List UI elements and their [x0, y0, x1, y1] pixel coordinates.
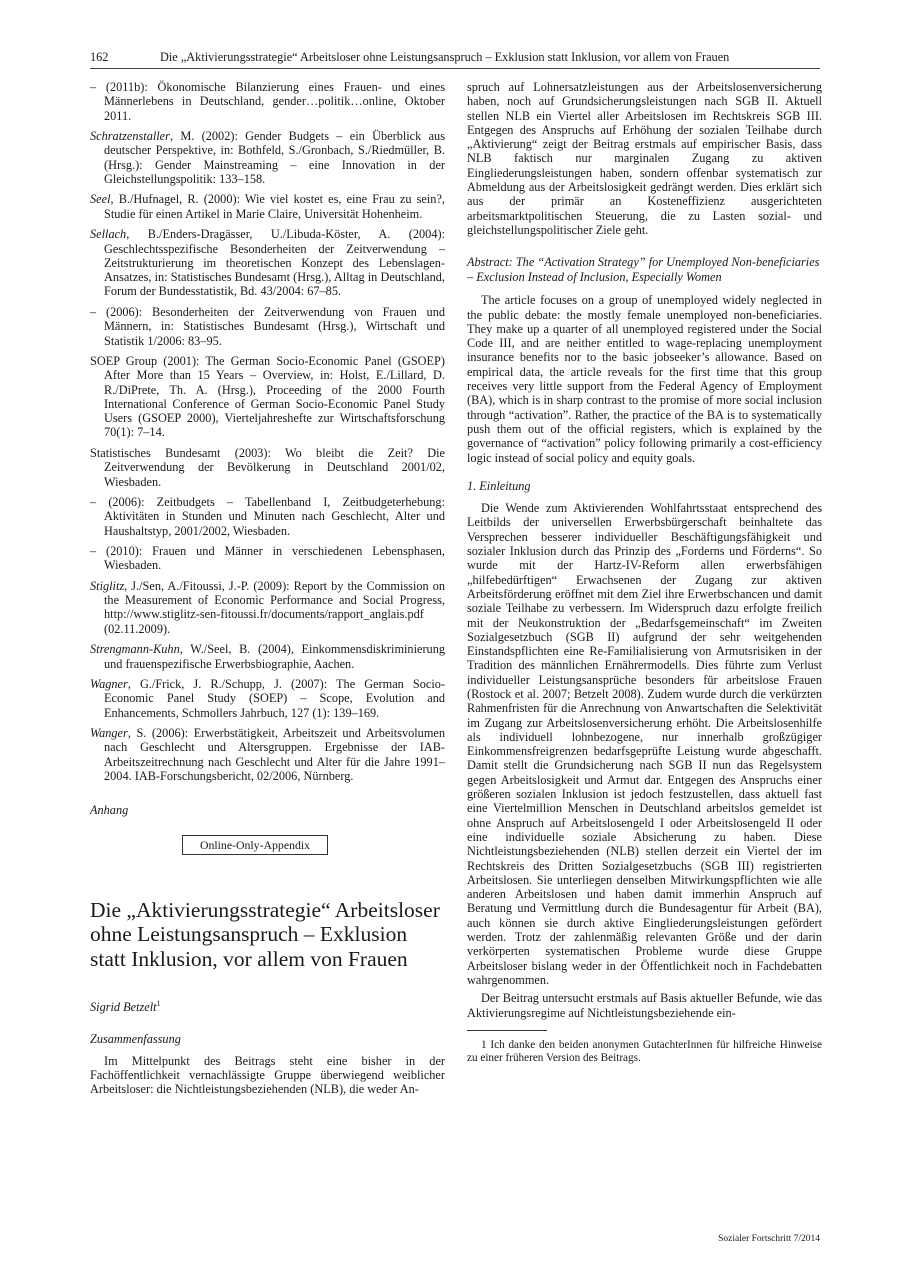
reference-author: Wanger: [90, 726, 128, 741]
left-column: [90, 80, 445, 1101]
appendix-label: Anhang: [90, 803, 129, 818]
reference-author: Seel: [90, 192, 111, 207]
reference-entry: [90, 544, 445, 573]
reference-entry: [90, 227, 445, 298]
introduction-paragraph-1: Die Wende zum Aktivierenden Wohlfahrtsstaat entsprechend des Leitbilds der universellen Erwerbsbürgerschaft beinhaltete das Versprechen besserer individueller Beschäftigungsfähigkeit und sozialer Inklusion durch das Prinzip des „Forderns und Förderns“. So wurde mit der Hartz-IV-Reform allen erwerbsfähigen „hilfebedürftigen“ Erwachsenen der Zugang zur aktiven Arbeitsförderung eröffnet mit dem Ziel ihre Erwerbschancen und damit soziale Teilhabe zu verbessern. Im Widerspruch dazu erfolgte freilich mit der Neukonstruktion der „Bedarfsgemeinschaft“ im Zweiten Sozialgesetzbuch (SGB II) aufgrund der sehr weitgehenden Einstandspflichten eine Re-Familialisierung von Armutsrisiken in der Tradition des männlichen Ernährermodells. Dies führte zum Verlust individueller Leistungsansprüche besonders für arbeitslose Frauen (Rostock et al. 2007; Betzelt 2008). Zudem wurde durch die verkürzten Rahmenfristen für die Anrechnung von Anwartschaften die Selektivität im Zugang zur Arbeitslosenversicherung erhöht. Die Arbeitslosenhilfe als individuell lohnbezogene, nur innerhalb großzügiger Einkommensfreigrenzen bedarfsgeprüfte Leistung wurde abgeschafft. Damit stellt die Grundsicherung nach SGB II nun das Regelsystem gegen Arbeitslosigkeit und Armut dar. Entgegen des Anspruchs einer größeren sozialen Inklusion ist jedoch festzustellen, dass aktuell fast eine Viertelmillion Menschen in Deutschland arbeitslos gemeldet ist ohne Anspruch auf Arbeitslosengeld I oder Arbeitslosengeld II oder eine individuelle soziale Absicherung zu haben. Diese Nichtleistungsbeziehenden (NLB) stellen derzeit ein Viertel der im Rechtskreis des Dritten Sozialgesetzbuchs (SGB III) registrierten Arbeitslosen. Sie unterliegen denselben Mitwirkungspflichten wie alle anderen Arbeitslosen und haben damit immerhin Anspruch auf Beratung und Vermittlung durch die Bundesagentur für Arbeit (BA), auch können sie durch aktive Eingliederungsleistungen gefördert werden. Trotz der zahlenmäßig relevanten Größe und der darin verkörperten systematischen Probleme wurde diese Gruppe Arbeitsloser bislang weder in der Öffentlichkeit noch in Fachdebatten wahrgenommen.: [467, 501, 822, 987]
reference-entry: [90, 642, 445, 671]
article-author: [90, 997, 445, 1014]
reference-entry: [90, 192, 445, 221]
reference-entry: [90, 677, 445, 720]
reference-text: , G./Frick, J. R./Schupp, J. (2007): The German Socio-Economic Panel Study (SOEP) – Scope, Evolution and Enhancements, Schmollers Jahrbuch, 127 (1): 139–169.: [104, 677, 445, 720]
reference-list: [90, 80, 445, 783]
running-title: Die „Aktivierungsstrategie“ Arbeitsloser ohne Leistungsanspruch – Exklusion statt Inklusion, vor allem von Frauen: [160, 50, 730, 64]
reference-text: SOEP Group (2001): The German Socio-Economic Panel (GSOEP) After More than 15 Years – Overview, in: Holst, E./Lillard, D. R./DiPrete, Th. A. (Hrsg.), Proceeding of the 2000 Fourth International Conference of German Socio-Economic Panel Study Users (GSOEP 2000), Vierteljahreshefte zur Wirtschaftsforschung 70(1): 7–14.: [90, 353, 445, 440]
reference-entry: [90, 354, 445, 440]
reference-author: Wagner: [90, 677, 128, 692]
abstract-heading: Abstract: The “Activation Strategy” for Unemployed Non-beneficiaries – Exclusion Instead of Inclusion, Especially Women: [467, 255, 820, 285]
author-name: Sigrid Betzelt: [90, 1000, 157, 1015]
reference-text: , W./Seel, B. (2004), Einkommensdiskriminierung und frauenspezifische Erwerbsbiographie, Aachen.: [104, 642, 445, 671]
abstract-text: The article focuses on a group of unemployed widely neglected in the public debate: the mostly female unemployed non-beneficiaries. They make up a quarter of all unemployed registered under the Social Code III, and are neither entitled to wage-replacing unemployment insurance benefits nor to the basic jobseeker’s allowance. Based on empirical data, the article reveals for the first time that this group receives very little support from the Federal Agency of Employment (BA), which is in sharp contrast to the promise of more social inclusion through “activation”. Rather, the practice of the BA is to systematically push them out of the official registers, which is explained by the governance of “activation” policy following primarily a cost-efficiency logic instead of social policy and equity goals.: [467, 293, 822, 465]
running-header: [90, 50, 820, 69]
reference-author: Sellach: [90, 227, 127, 242]
reference-text: – (2006): Zeitbudgets – Tabellenband I, Zeitbudgeterhebung: Aktivitäten in Stunden und Minuten nach Geschlecht, Alter und Haushaltstyp, 2001/2002, Wiesbaden.: [90, 495, 445, 538]
reference-text: , M. (2002): Gender Budgets – ein Überblick aus deutscher Perspektive, in: Bothfeld, S./Gronbach, S./Riedmüller, B. (Hrsg.): Gender Mainstreaming – eine Innovation in der Gleichstellungspolitik: 133–158.: [104, 129, 445, 186]
online-appendix-box: Online-Only-Appendix: [182, 835, 328, 855]
article-title: Die „Aktivierungsstrategie“ Arbeitsloser ohne Leistungsanspruch – Exklusion statt Inklusion, vor allem von Frauen: [90, 897, 440, 971]
reference-text: – (2006): Besonderheiten der Zeitverwendung von Frauen und Männern, in: Statistisches Bundesamt (Hrsg.), Wirtschaft und Statistik 1/2006: 83–95.: [90, 304, 445, 348]
section-heading-introduction: 1. Einleitung: [467, 478, 531, 493]
reference-text: , J./Sen, A./Fitoussi, J.-P. (2009): Report by the Commission on the Measurement of Economic Performance and Social Progress, http://www.stiglitz-sen-fitoussi.fr/documents/rapport_anglais.pdf (02.11.2009).: [104, 578, 445, 636]
reference-author: Schratzenstaller: [90, 129, 170, 144]
reference-entry: [90, 726, 445, 783]
reference-text: – (2010): Frauen und Männer in verschiedenen Lebensphasen, Wiesbaden.: [90, 544, 445, 573]
reference-text: , S. (2006): Erwerbstätigkeit, Arbeitszeit und Arbeitsvolumen nach Geschlecht und Altersgruppen. Ergebnisse der IAB-Arbeitszeitrechnung nach Geschlecht und Alter für die Jahre 1991–2004. IAB-Forschungsbericht, 02/2006, Nürnberg.: [104, 726, 445, 784]
reference-entry: [90, 446, 445, 489]
reference-text: , B./Enders-Dragässer, U./Libuda-Köster, A. (2004): Geschlechtsspezifische Besonderheiten der Zeitverwendung – Zeitstrukturierung im theoretischen Konzept des Lebenslagen-Ansatzes, in: Statistisches Bundesamt (Hrsg.), Alltag in Deutschland, Forum der Bundesstatistik, Bd. 43/2004: 67–85.: [104, 227, 445, 299]
reference-entry: [90, 579, 445, 636]
reference-entry: [90, 495, 445, 538]
page-number: 162: [90, 50, 109, 64]
introduction-paragraph-2: Der Beitrag untersucht erstmals auf Basis aktueller Befunde, wie das Aktivierungsregime auf Nichtleistungsbeziehende ein-: [467, 991, 822, 1020]
author-footnote-marker: 1: [156, 999, 161, 1009]
footnote-rule: [467, 1030, 547, 1031]
reference-entry: [90, 305, 445, 348]
reference-author: Stiglitz: [90, 578, 125, 593]
reference-entry: [90, 80, 445, 123]
footnote: 1 Ich danke den beiden anonymen GutachterInnen für hilfreiche Hinweise zu einer früheren Version des Beitrags.: [467, 1038, 822, 1065]
reference-text: Statistisches Bundesamt (2003): Wo bleibt die Zeit? Die Zeitverwendung der Bevölkerung in Deutschland 2001/02, Wiesbaden.: [90, 445, 445, 489]
reference-author: Strengmann-Kuhn: [90, 642, 180, 657]
summary-text: Im Mittelpunkt des Beitrags steht eine bisher in der Fachöffentlichkeit vernachlässigte Gruppe überwiegend weiblicher Arbeitsloser: die Nichtleistungsbeziehenden (NLB), die weder An-: [90, 1053, 445, 1097]
reference-text: – (2011b): Ökonomische Bilanzierung eines Frauen- und eines Männerlebens in Deutschland, gender…politik…online, Oktober 2011.: [90, 80, 445, 123]
right-column: [467, 80, 822, 1066]
reference-text: , B./Hufnagel, R. (2000): Wie viel kostet es, eine Frau zu sein?, Studie für einen Artikel in Marie Claire, Universität Hohenheim.: [104, 192, 445, 221]
summary-continuation: spruch auf Lohnersatzleistungen aus der Arbeitslosenversicherung haben, noch auf Grundsicherungsleistungen nach SGB II. Aktuell stellen NLB ein Viertel aller Arbeitslosen im Rechtskreis SGB III. Entgegen des Anspruchs auf Erhöhung der sozialen Teilhabe durch „Aktivierung“ zeigt der Beitrag erstmals auf empirischer Basis, dass NLB faktisch nur marginalen Zugang zu aktiven Eingliederungsleistungen haben, sondern offenbar systematisch zur Abmeldung aus der Arbeitslosigkeit gedrängt werden. Dies erklärt sich aus der primär an Kosteneffizienz ausgerichteten arbeitsmarktpolitischen Steuerung, die zu Lasten sozial- und gleichstellungspolitischer Ziele geht.: [467, 80, 822, 237]
journal-footer: Sozialer Fortschritt 7/2014: [718, 1234, 820, 1244]
summary-heading: Zusammenfassung: [90, 1031, 181, 1046]
reference-entry: [90, 129, 445, 186]
